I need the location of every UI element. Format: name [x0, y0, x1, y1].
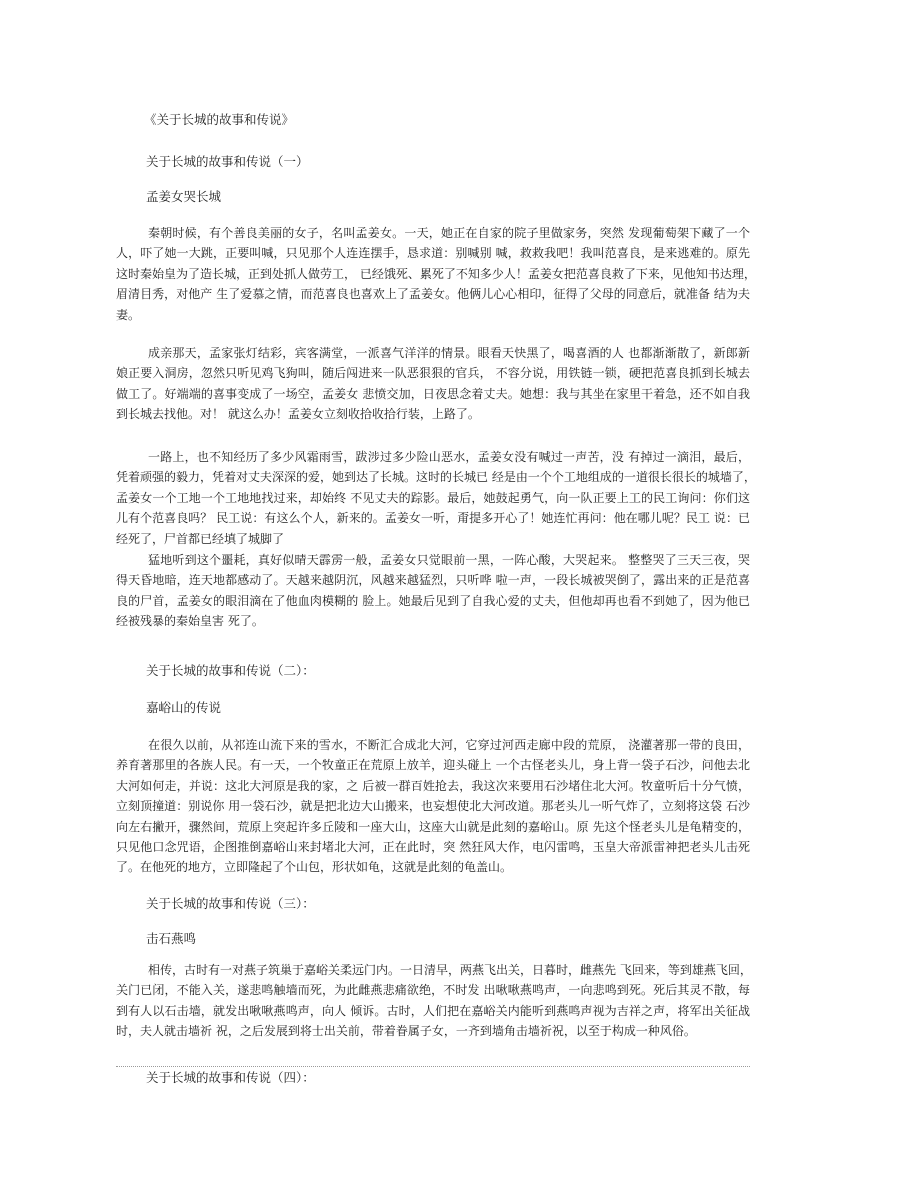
paragraph-line: 人，吓了她一大跳，正要叫喊，只见那个人连连摆手，恳求道：别喊别 喊，救救我吧！我叫范喜良，是来逃难的。原先: [116, 246, 750, 261]
paragraph-line: 得天昏地暗，连天地都感动了。天越来越阴沉，风越来越猛烈，只听哗 啦一声，一段长城被哭倒了，露出来的正是范喜: [116, 573, 750, 588]
paragraph-line: 到长城去找他。对！ 就这么办！孟姜女立刻收拾收拾行装，上路了。: [116, 407, 480, 422]
paragraph-line: 一路上，也不知经历了多少风霜雨雪，跋涉过多少险山恶水，孟姜女没有喊过一声苦，没 有掉过一滴泪，最后，: [148, 450, 750, 464]
paragraph-line: 了。在他死的地方，立即隆起了个山包，形状如龟，这就是此刻的龟盖山。: [116, 860, 513, 875]
section-subtitle-2: 嘉峪山的传说: [146, 700, 222, 715]
paragraph-line: 良的尸首，孟姜女的眼泪滴在了他血肉模糊的 脸上。她最后见到了自我心爱的丈夫，但他却再也看不到她了，因为他已: [116, 593, 750, 608]
paragraph: [116, 550, 750, 632]
paragraph-line: 经被残暴的秦始皇害 死了。: [116, 614, 264, 629]
paragraph-line: 做工了。好端端的喜事变成了一场空，孟姜女 悲愤交加，日夜思念着丈夫。她想：我与其坐在家里干着急，还不如自我: [116, 386, 750, 401]
section-heading-2: 关于长城的故事和传说（二）：: [146, 663, 315, 678]
paragraph: [116, 223, 756, 325]
paragraph-line: 相传，古时有一对燕子筑巢于嘉峪关柔远门内。一日清早，两燕飞出关，日暮时，雌燕先 飞回来，等到雄燕飞回，: [148, 963, 752, 977]
paragraph-line: 成亲那天，孟家张灯结彩，宾客满堂，一派喜气洋洋的情景。眼看天快黑了，喝喜酒的人 也都渐渐散了，新郎新: [148, 346, 750, 360]
paragraph-line: 妻。: [116, 307, 141, 322]
paragraph-line: 凭着顽强的毅力，凭着对丈夫深深的爱，她到达了长城。这时的长城已 经是由一个个工地组成的一道很长很长的城墙了，: [116, 470, 756, 485]
section-heading-1: 关于长城的故事和传说（一）: [146, 154, 309, 169]
page-divider: [116, 1066, 750, 1067]
paragraph-line: 这时秦始皇为了造长城，正到处抓人做劳工， 已经饿死、累死了不知多少人！孟姜女把范喜良救了下来，见他知书达理，: [116, 266, 756, 281]
paragraph: [116, 447, 756, 549]
paragraph: [116, 960, 750, 1042]
paragraph-line: 秦朝时候，有个善良美丽的女子，名叫孟姜女。一天，她正在自家的院子里做家务，突然 发现葡萄架下藏了一个: [148, 226, 750, 240]
paragraph-line: 娘正要入洞房，忽然只听见鸡飞狗叫，随后闯进来一队恶狠狠的官兵， 不容分说，用铁链一锁，硬把范喜良抓到长城去: [116, 366, 750, 381]
paragraph-line: 养育著那里的各族人民。有一天，一个牧童正在荒原上放羊，迎头碰上 一个古怪老头儿，身上背一袋子石沙，问他去北: [116, 758, 750, 773]
section-subtitle-1: 孟姜女哭长城: [146, 189, 222, 204]
paragraph-line: 向左右撇开，骤然间，荒原上突起许多丘陵和一座大山，这座大山就是此刻的嘉峪山。原 先这个怪老头儿是龟精变的，: [116, 819, 750, 834]
paragraph: [116, 343, 750, 425]
paragraph-line: 大河如何走，并说：这北大河原是我的家，之 后被一群百姓抢去，我这次来要用石沙堵住北大河。牧童听后十分气愤，: [116, 778, 750, 793]
paragraph-line: 眉清目秀，对他产 生了爱慕之情，而范喜良也喜欢上了孟姜女。他俩儿心心相印，征得了父母的同意后，就准备 结为夫: [116, 287, 750, 302]
paragraph-line: 在很久以前，从祁连山流下来的雪水，不断汇合成北大河，它穿过河西走廊中段的荒原， 浇灌著那一带的良田，: [148, 738, 750, 752]
paragraph-line: 到有人以石击墙，就发出啾啾燕鸣声，向人 倾诉。古时，人们把在嘉峪关内能听到燕鸣声视为吉祥之声，将军出关征战: [116, 1003, 750, 1018]
paragraph-line: 立刻顶撞道：别说你 用一袋石沙，就是把北边大山搬来，也妄想使北大河改道。那老头儿一听气炸了，立刻将这袋 石沙: [116, 799, 750, 814]
paragraph-line: 时，夫人就击墙祈 祝，之后发展到将士出关前，带着眷属子女，一齐到墙角击墙祈祝，以至于构成一种风俗。: [116, 1024, 696, 1039]
paragraph: [116, 735, 750, 878]
section-subtitle-3: 击石燕鸣: [146, 931, 197, 946]
paragraph-line: 只见他口念咒语，企图推倒嘉峪山来封堵北大河，正在此时，突 然狂风大作，电闪雷鸣，玉皇大帝派雷神把老头儿击死: [116, 839, 750, 854]
paragraph-line: 猛地听到这个噩耗，真好似晴天霹雳一般，孟姜女只觉眼前一黑，一阵心酸，大哭起来。 整整哭了三天三夜，哭: [148, 553, 750, 567]
document-title: 《关于长城的故事和传说》: [144, 112, 295, 127]
section-heading-3: 关于长城的故事和传说（三）：: [146, 896, 315, 911]
section-heading-4: 关于长城的故事和传说（四）：: [146, 1070, 315, 1085]
paragraph-line: 孟姜女一个工地一个工地地找过来，却始终 不见丈夫的踪影。最后，她鼓起勇气，向一队正要上工的民工询问：你们这: [116, 490, 750, 505]
paragraph-line: 儿有个范喜良吗？ 民工说：有这么个人，新来的。孟姜女一听，甭提多开心了！她连忙再问：他在哪儿呢？民工 说：已: [116, 511, 750, 526]
paragraph-line: 关门已闭，不能入关，遂悲鸣触墙而死，为此雌燕悲痛欲绝，不时发 出啾啾燕鸣声，一向悲鸣到死。死后其灵不散，每: [116, 983, 750, 998]
paragraph-line: 经死了，尸首都已经填了城脚了: [116, 531, 285, 546]
